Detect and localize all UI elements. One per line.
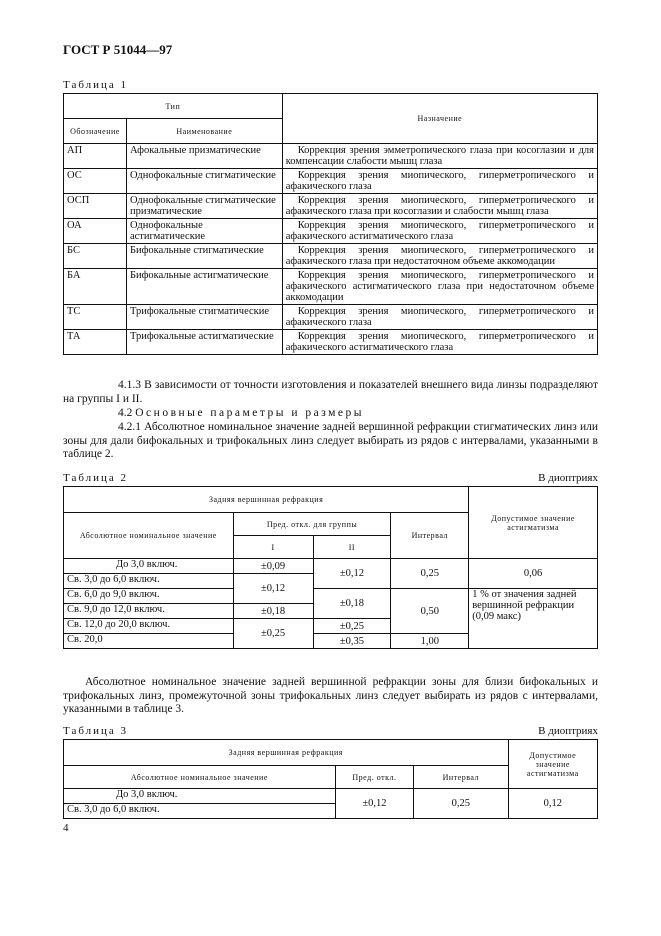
table3-unit: В диоптриях <box>538 725 598 737</box>
t2-dev-g1: ±0,09 <box>233 559 313 574</box>
t1-purpose: Коррекция зрения эмметропического глаза при косоглазии и для компенсации слабости мышц глаза <box>282 144 597 169</box>
t2-interval: 0,50 <box>391 589 469 634</box>
t2-dev-g2: ±0,35 <box>313 634 391 649</box>
t2-row-label: Св. 3,0 до 6,0 включ. <box>64 574 234 589</box>
t1-code: ОА <box>64 219 127 244</box>
t1-purpose: Коррекция зрения миопического, гиперметропического и афакического глаза <box>282 305 597 330</box>
t2-row-label: Св. 6,0 до 9,0 включ. <box>64 589 234 604</box>
t1-purpose: Коррекция зрения миопического, гиперметропического и афакического астигматического глаза <box>282 219 597 244</box>
t1-name: Однофокальные стигматические призматические <box>126 194 282 219</box>
t1-purpose: Коррекция зрения миопического, гиперметропического и афакического глаза при косоглазии и слабости мышц глаза <box>282 194 597 219</box>
t1-code: АП <box>64 144 127 169</box>
t1-code: ТС <box>64 305 127 330</box>
t1-name: Бифокальные стигматические <box>126 244 282 269</box>
t2-dev-g1: ±0,12 <box>233 574 313 604</box>
t1-code: БА <box>64 269 127 305</box>
t1-code: ТА <box>64 330 127 355</box>
t3-interval: 0,25 <box>414 789 509 819</box>
t2-dev-g2: ±0,12 <box>313 559 391 589</box>
t2-header-refraction: Задняя вершинная рефракция <box>64 487 469 513</box>
t3-header-refraction: Задняя вершинная рефракция <box>64 740 509 766</box>
t2-header-abs: Абсолютное номинальное значение <box>64 513 234 559</box>
t1-purpose: Коррекция зрения миопического, гиперметропического и афакического глаза при недостаточном объеме аккомодации <box>282 244 597 269</box>
t2-header-astig: Допустимое значение астигматизма <box>469 487 598 559</box>
heading-4-2-title: Основные параметры и размеры <box>135 407 364 419</box>
table-row <box>64 305 598 330</box>
table-row <box>64 269 598 305</box>
t2-astig: 1 % от значения задней вершинной рефракции (0,09 макс) <box>469 589 598 649</box>
t1-header-code: Обозначение <box>64 119 127 144</box>
t3-header-abs: Абсолютное номинальное значение <box>64 766 336 789</box>
t2-dev-g2: ±0,25 <box>313 619 391 634</box>
t3-header-interval: Интервал <box>414 766 509 789</box>
heading-4-2 <box>63 407 598 421</box>
t2-dev-g1: ±0,25 <box>233 619 313 649</box>
t3-header-dev: Пред. откл. <box>335 766 413 789</box>
t1-name: Афокальные призматические <box>126 144 282 169</box>
table-row <box>64 244 598 269</box>
t1-header-purpose: Назначение <box>282 94 597 144</box>
t2-interval: 0,25 <box>391 559 469 589</box>
table-row <box>64 559 598 574</box>
t1-header-name: Наименование <box>126 119 282 144</box>
table-row <box>64 589 598 604</box>
t1-name: Трифокальные стигматические <box>126 305 282 330</box>
table-row <box>64 330 598 355</box>
t1-name: Бифокальные астигматические <box>126 269 282 305</box>
t1-purpose: Коррекция зрения миопического, гиперметропического и афакического астигматического глаза <box>282 330 597 355</box>
t1-name: Однофокальные стигматические <box>126 169 282 194</box>
t2-astig: 0,06 <box>469 559 598 589</box>
table2-unit: В диоптриях <box>538 472 598 484</box>
para-4-1-3: 4.1.3 В зависимости от точности изготовления и показателей внешнего вида линзы подразделяют на группы I и II. <box>63 379 598 405</box>
table-2 <box>63 486 598 649</box>
table-1 <box>63 93 598 355</box>
table3-caption: Таблица 3 <box>63 725 129 737</box>
para-near-zone: Абсолютное номинальное значение задней вершинной рефракции зоны для близи бифокальных и трифокальных линз, промежуточной зоны трифокальных линз следует выбирать из рядов с интервалами, указанными в таблице 3. <box>63 676 598 715</box>
table-3 <box>63 739 598 819</box>
t2-dev-g1: ±0,18 <box>233 604 313 619</box>
table-row <box>64 144 598 169</box>
t3-dev: ±0,12 <box>335 789 413 819</box>
table-row <box>64 789 598 804</box>
t2-header-interval: Интервал <box>391 513 469 559</box>
t1-code: БС <box>64 244 127 269</box>
para-4-2-1: 4.2.1 Абсолютное номинальное значение задней вершинной рефракции стигматических линз или зоны для дали бифокальных и трифокальных линз следует выбирать из рядов с интервалами, указанными в таблице 2. <box>63 421 598 460</box>
t2-header-group-2: II <box>313 536 391 559</box>
t3-header-astig: Допустимое значение астигматизма <box>508 740 597 789</box>
t1-code: ОС <box>64 169 127 194</box>
t2-header-group-1: I <box>233 536 313 559</box>
table1-caption: Таблица 1 <box>63 79 129 91</box>
t2-row-label: Св. 20,0 <box>64 634 234 649</box>
t2-row-label: Св. 9,0 до 12,0 включ. <box>64 604 234 619</box>
t1-name: Трифокальные астигматические <box>126 330 282 355</box>
t2-row-label: Св. 12,0 до 20,0 включ. <box>64 619 234 634</box>
page-header: ГОСТ Р 51044—97 <box>63 42 173 57</box>
t2-row-label: До 3,0 включ. <box>64 559 234 574</box>
t2-header-dev: Пред. откл. для группы <box>233 513 391 536</box>
t3-row-label: До 3,0 включ. <box>64 789 336 804</box>
page-number: 4 <box>63 822 69 834</box>
t2-dev-g2: ±0,18 <box>313 589 391 619</box>
t1-header-type: Тип <box>64 94 283 119</box>
heading-4-2-number: 4.2 <box>118 407 133 419</box>
table-row <box>64 169 598 194</box>
t2-interval: 1,00 <box>391 634 469 649</box>
table2-caption: Таблица 2 <box>63 472 129 484</box>
table-row <box>64 194 598 219</box>
t1-purpose: Коррекция зрения миопического, гиперметропического и афакического астигматического глаза при недостаточном объеме аккомодации <box>282 269 597 305</box>
t1-code: ОСП <box>64 194 127 219</box>
t1-name: Однофокальные астигматические <box>126 219 282 244</box>
t3-row-label: Св. 3,0 до 6,0 включ. <box>64 804 336 819</box>
t3-astig: 0,12 <box>508 789 597 819</box>
table-row <box>64 219 598 244</box>
t1-purpose: Коррекция зрения миопического, гиперметропического и афакического глаза <box>282 169 597 194</box>
